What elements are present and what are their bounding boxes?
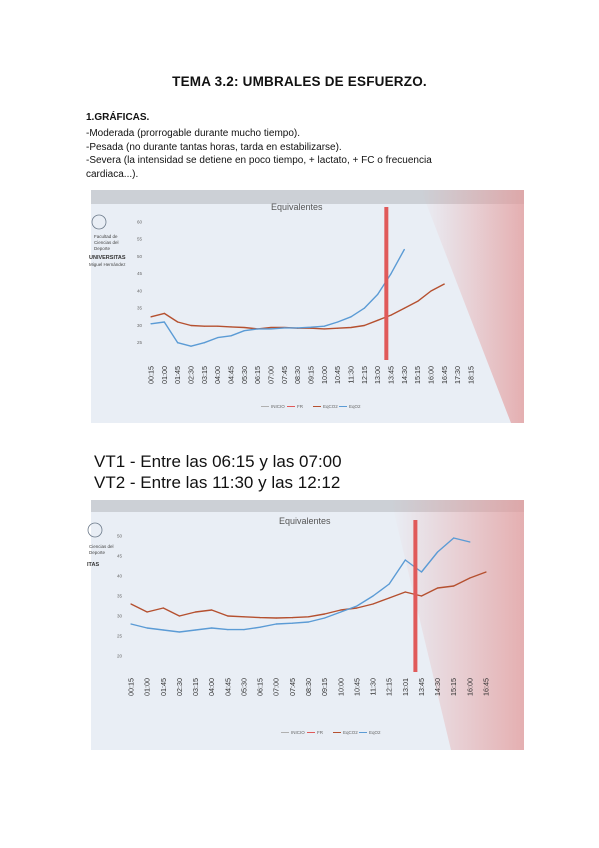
y-tick-label: 45 bbox=[117, 553, 123, 559]
data-point bbox=[364, 325, 365, 326]
data-point bbox=[421, 595, 422, 596]
x-tick-label: 18:15 bbox=[466, 366, 476, 384]
data-point bbox=[417, 301, 418, 302]
data-point bbox=[404, 249, 405, 250]
data-point bbox=[324, 328, 325, 329]
y-tick-label: 60 bbox=[137, 219, 143, 225]
bullet-severa: -Severa (la intensidad se detiene en poco tiempo, + lactato, + FC o frecuencia bbox=[86, 155, 432, 166]
data-point bbox=[377, 320, 378, 321]
x-tick-label: 04:45 bbox=[226, 366, 236, 384]
data-point bbox=[177, 321, 178, 322]
data-point bbox=[204, 326, 205, 327]
x-tick-label: 01:45 bbox=[173, 366, 183, 384]
x-tick-label: 12:15 bbox=[359, 366, 369, 384]
chart-2-title: Equivalentes bbox=[279, 516, 331, 526]
x-tick-label: 03:15 bbox=[199, 366, 209, 384]
threshold-marker bbox=[413, 520, 417, 672]
legend-label: FR bbox=[317, 730, 323, 735]
data-point bbox=[150, 323, 151, 324]
data-point bbox=[372, 603, 373, 604]
data-point bbox=[150, 316, 151, 317]
bullet-list bbox=[86, 127, 526, 181]
data-point bbox=[389, 583, 390, 584]
data-point bbox=[147, 627, 148, 628]
data-point bbox=[390, 273, 391, 274]
y-tick-label: 40 bbox=[137, 288, 143, 294]
data-point bbox=[195, 629, 196, 630]
data-point bbox=[243, 616, 244, 617]
x-tick-label: 05:30 bbox=[239, 366, 249, 384]
data-point bbox=[453, 537, 454, 538]
x-tick-label: 04:45 bbox=[223, 678, 233, 696]
y-tick-label: 30 bbox=[137, 322, 143, 328]
x-tick-label: 16:45 bbox=[481, 678, 491, 696]
chart-1-svg bbox=[91, 190, 524, 423]
svg-text:Miguel Hernández: Miguel Hernández bbox=[89, 262, 126, 267]
x-tick-label: 09:15 bbox=[306, 366, 316, 384]
x-tick-label: 08:30 bbox=[304, 678, 313, 696]
x-tick-label: 06:15 bbox=[255, 678, 265, 696]
x-tick-label: 10:45 bbox=[333, 366, 343, 384]
data-point bbox=[469, 541, 470, 542]
data-point bbox=[147, 611, 148, 612]
data-point bbox=[308, 616, 309, 617]
svg-text:ITAS: ITAS bbox=[87, 562, 100, 568]
data-point bbox=[270, 328, 271, 329]
x-tick-label: 07:00 bbox=[271, 678, 281, 696]
data-point bbox=[340, 611, 341, 612]
x-tick-label: 09:15 bbox=[320, 678, 330, 696]
data-point bbox=[244, 330, 245, 331]
data-point bbox=[276, 623, 277, 624]
threshold-marker bbox=[384, 207, 388, 360]
vt2-text: VT2 - Entre las 11:30 y las 12:12 bbox=[94, 473, 341, 492]
data-point bbox=[377, 294, 378, 295]
data-point bbox=[485, 571, 486, 572]
data-point bbox=[211, 609, 212, 610]
data-point bbox=[195, 611, 196, 612]
data-point bbox=[308, 621, 309, 622]
bullet-severa-cont: cardiaca...). bbox=[86, 168, 139, 180]
y-tick-label: 40 bbox=[117, 573, 123, 579]
data-point bbox=[390, 315, 391, 316]
section-heading: 1.GRÁFICAS. bbox=[86, 112, 150, 123]
x-tick-label: 13:01 bbox=[400, 678, 410, 696]
data-point bbox=[276, 617, 277, 618]
x-tick-label: 16:00 bbox=[465, 678, 475, 696]
data-point bbox=[227, 615, 228, 616]
vt1-text: VT1 - Entre las 06:15 y las 07:00 bbox=[94, 452, 342, 471]
x-tick-label: 03:15 bbox=[191, 678, 201, 696]
x-tick-label: 04:00 bbox=[207, 678, 217, 696]
legend-label: INICIO bbox=[271, 404, 285, 409]
x-tick-label: 04:00 bbox=[213, 366, 223, 384]
x-tick-label: 05:30 bbox=[239, 678, 249, 696]
x-tick-label: 13:45 bbox=[416, 678, 426, 696]
data-point bbox=[130, 603, 131, 604]
data-point bbox=[243, 629, 244, 630]
data-point bbox=[324, 326, 325, 327]
data-point bbox=[259, 627, 260, 628]
legend-label: EqCO2 bbox=[343, 730, 358, 735]
legend-label: INICIO bbox=[291, 730, 305, 735]
svg-text:Deporte: Deporte bbox=[89, 550, 106, 555]
bullet-pesada: -Pesada (no durante tantas horas, tarda en estabilizarse). bbox=[86, 141, 342, 153]
data-point bbox=[337, 321, 338, 322]
data-point bbox=[292, 617, 293, 618]
x-tick-label: 01:00 bbox=[159, 366, 169, 384]
legend-label: EqO2 bbox=[369, 730, 381, 735]
data-point bbox=[350, 327, 351, 328]
data-point bbox=[164, 313, 165, 314]
data-point bbox=[389, 597, 390, 598]
x-tick-label: 07:00 bbox=[266, 366, 276, 384]
x-tick-label: 13:45 bbox=[386, 366, 396, 384]
page-title: TEMA 3.2: UMBRALES DE ESFUERZO. bbox=[172, 74, 427, 89]
x-tick-label: 07:45 bbox=[279, 366, 289, 384]
chart-photo-2 bbox=[87, 500, 524, 750]
data-point bbox=[284, 327, 285, 328]
data-point bbox=[204, 342, 205, 343]
data-point bbox=[230, 326, 231, 327]
y-tick-label: 20 bbox=[117, 653, 123, 659]
data-point bbox=[297, 327, 298, 328]
data-point bbox=[217, 337, 218, 338]
data-point bbox=[437, 587, 438, 588]
svg-text:Ciencias del: Ciencias del bbox=[94, 240, 119, 245]
data-point bbox=[211, 627, 212, 628]
data-point bbox=[340, 609, 341, 610]
x-tick-label: 10:00 bbox=[336, 678, 346, 696]
legend-label: EqCO2 bbox=[323, 404, 338, 409]
y-tick-label: 25 bbox=[137, 340, 143, 346]
data-point bbox=[356, 605, 357, 606]
data-point bbox=[244, 327, 245, 328]
data-point bbox=[405, 559, 406, 560]
data-point bbox=[356, 607, 357, 608]
data-point bbox=[310, 327, 311, 328]
y-tick-label: 45 bbox=[137, 271, 143, 277]
data-point bbox=[364, 308, 365, 309]
data-point bbox=[444, 283, 445, 284]
data-point bbox=[469, 577, 470, 578]
chart-photo-1 bbox=[91, 190, 524, 423]
svg-text:UNIVERSITAS: UNIVERSITAS bbox=[89, 255, 126, 261]
y-tick-label: 50 bbox=[137, 253, 143, 259]
x-tick-label: 12:15 bbox=[384, 678, 394, 696]
legend-label: EqO2 bbox=[349, 404, 361, 409]
data-point bbox=[179, 631, 180, 632]
data-point bbox=[292, 623, 293, 624]
data-point bbox=[324, 617, 325, 618]
x-tick-label: 02:30 bbox=[174, 678, 184, 696]
x-tick-label: 14:30 bbox=[399, 366, 409, 384]
y-tick-label: 30 bbox=[117, 613, 123, 619]
data-point bbox=[259, 617, 260, 618]
svg-text:Facultad de: Facultad de bbox=[94, 234, 118, 239]
x-tick-label: 10:45 bbox=[352, 678, 362, 696]
x-tick-label: 14:30 bbox=[433, 678, 443, 696]
data-point bbox=[430, 290, 431, 291]
data-point bbox=[230, 335, 231, 336]
bullet-moderada: -Moderada (prorrogable durante mucho tiempo). bbox=[86, 128, 300, 139]
data-point bbox=[164, 321, 165, 322]
y-tick-label: 50 bbox=[117, 533, 123, 539]
x-tick-label: 06:15 bbox=[253, 366, 263, 384]
data-point bbox=[227, 629, 228, 630]
y-tick-label: 25 bbox=[117, 633, 123, 639]
x-tick-label: 10:00 bbox=[319, 366, 329, 384]
x-tick-label: 16:00 bbox=[426, 366, 436, 384]
data-point bbox=[177, 342, 178, 343]
data-point bbox=[405, 591, 406, 592]
x-tick-label: 17:30 bbox=[453, 366, 463, 384]
data-point bbox=[437, 551, 438, 552]
data-point bbox=[130, 623, 131, 624]
data-point bbox=[217, 326, 218, 327]
data-point bbox=[163, 607, 164, 608]
data-point bbox=[179, 615, 180, 616]
y-tick-label: 35 bbox=[117, 593, 123, 599]
data-point bbox=[190, 346, 191, 347]
data-point bbox=[372, 595, 373, 596]
x-tick-label: 00:15 bbox=[146, 366, 156, 384]
x-tick-label: 01:45 bbox=[158, 678, 168, 696]
data-point bbox=[270, 327, 271, 328]
x-tick-label: 08:30 bbox=[293, 366, 303, 384]
x-tick-label: 01:00 bbox=[142, 678, 152, 696]
data-point bbox=[453, 585, 454, 586]
x-tick-label: 16:45 bbox=[439, 366, 449, 384]
y-tick-label: 35 bbox=[137, 305, 143, 311]
x-tick-label: 15:15 bbox=[449, 678, 459, 696]
data-point bbox=[257, 328, 258, 329]
chart-1-title: Equivalentes bbox=[271, 202, 323, 212]
data-point bbox=[350, 316, 351, 317]
svg-text:Deporte: Deporte bbox=[94, 246, 111, 251]
legend-label: FR bbox=[297, 404, 303, 409]
data-point bbox=[190, 325, 191, 326]
x-tick-label: 13:00 bbox=[373, 366, 383, 384]
y-tick-label: 55 bbox=[137, 236, 143, 242]
chart-2-svg bbox=[87, 500, 524, 750]
svg-text:Ciencias del: Ciencias del bbox=[89, 544, 114, 549]
data-point bbox=[404, 308, 405, 309]
x-tick-label: 11:30 bbox=[346, 366, 356, 384]
x-tick-label: 11:30 bbox=[368, 678, 378, 696]
x-tick-label: 15:15 bbox=[413, 366, 423, 384]
x-tick-label: 00:15 bbox=[126, 678, 136, 696]
data-point bbox=[337, 328, 338, 329]
data-point bbox=[324, 613, 325, 614]
data-point bbox=[163, 629, 164, 630]
x-tick-label: 07:45 bbox=[287, 678, 297, 696]
data-point bbox=[421, 571, 422, 572]
x-tick-label: 02:30 bbox=[186, 366, 196, 384]
